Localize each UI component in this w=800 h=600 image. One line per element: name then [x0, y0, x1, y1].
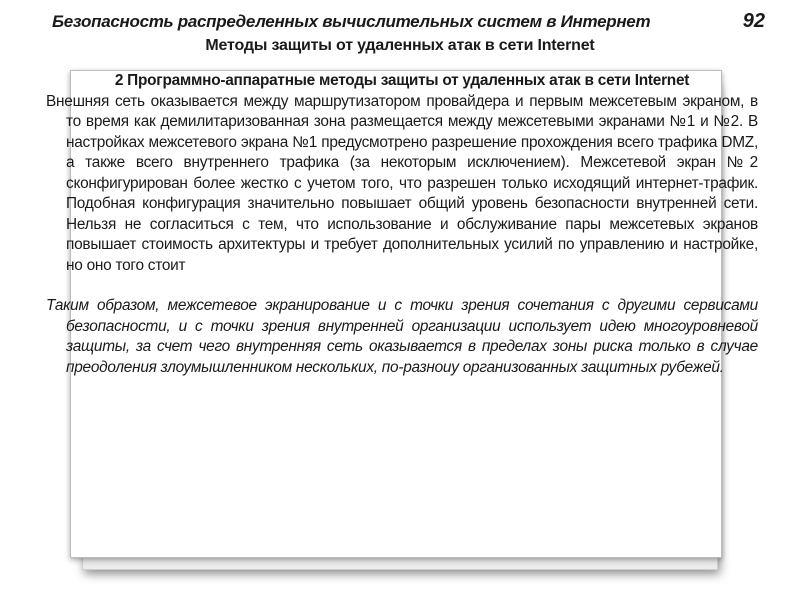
- slide-content: [46, 71, 758, 378]
- slide-title: Безопасность распределенных вычислительных систем в Интернет: [52, 12, 651, 31]
- conclusion-paragraph: Таким образом, межсетевое экранирование и с точки зрения сочетания с другими сервисами безопасности, и с точки зрения внутренней организации использует идею многоуровневой защиты, за счет чего внутренняя сеть оказывается в пределах зоны риска только в случае преодоления злоумышленником нескольких, по-разноиу организованных защитных рубежей.: [46, 297, 758, 376]
- page-number: 92: [742, 10, 765, 32]
- slide-header: [0, 0, 800, 62]
- body-paragraph: Внешняя сеть оказывается между маршрутизатором провайдера и первым межсетевым экраном, в то время как демилитаризованная зона размещается между межсетевыми экранами №1 и №2. В настройках межсетевого экрана №1 предусмотрено разрешение прохождения всего трафика DMZ, а также всего внутреннего трафика (за некоторым исключением). Межсетевой экран №2 сконфигурирован более жестко с учетом того, что разрешен только исходящий интернет-трафик. Подобная конфигурация значительно повышает общий уровень безопасности внутренней сети. Нельзя не согласиться с тем, что использование и обслуживание пары межсетевых экранов повышает стоимость архитектуры и требует дополнительных усилий по управлению и настройке, но оно того стоит: [46, 92, 758, 274]
- slide-subtitle: Методы защиты от удаленных атак в сети Internet: [205, 37, 595, 54]
- paragraph-spacer: [46, 276, 758, 296]
- section-heading: 2 Программно-аппаратные методы защиты от удаленных атак в сети Internet: [114, 72, 690, 89]
